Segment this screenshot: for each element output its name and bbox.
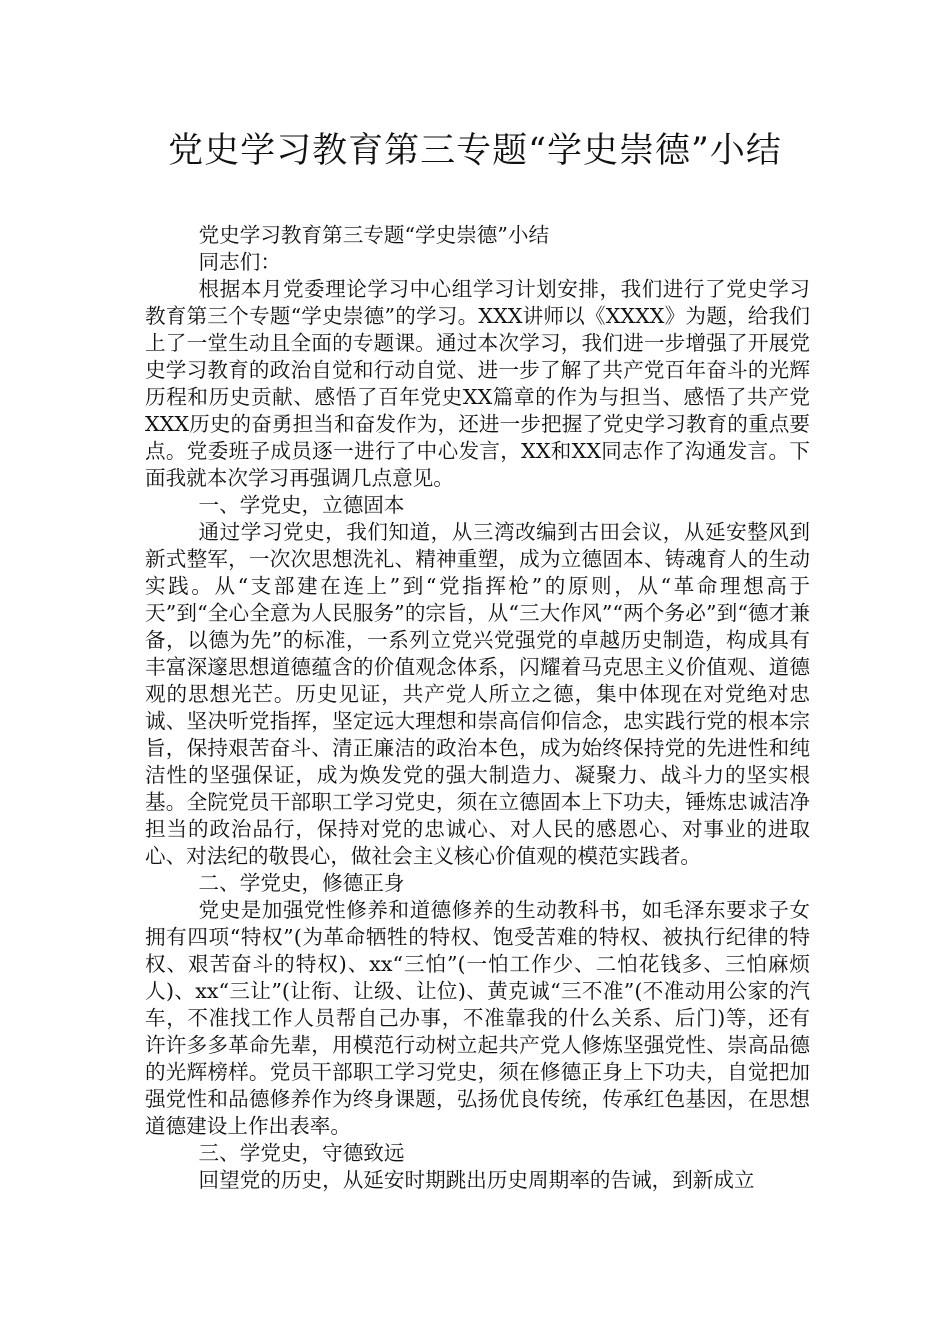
document-body — [145, 222, 810, 1194]
intro-paragraph: 根据本月党委理论学习中心组学习计划安排，我们进行了党史学习教育第三个专题“学史崇德”的学习。XXX讲师以《XXXX》为题，给我们上了一堂生动且全面的专题课。通过本次学习，我们进一步增强了开展党史学习教育的政治自觉和行动自觉、进一步了解了共产党百年奋斗的光辉历程和历史贡献、感悟了百年党史XX篇章的作为与担当、感悟了共产党XXX历史的奋勇担当和奋发作为，还进一步把握了党史学习教育的重点要点。党委班子成员逐一进行了中心发言，XX和XX同志作了沟通发言。下面我就本次学习再强调几点意见。 — [145, 277, 810, 490]
section-heading-2: 二、学党史，修德正身 — [198, 871, 405, 895]
section-heading-3: 三、学党史，守德致远 — [198, 1141, 405, 1165]
salutation: 同志们： — [198, 250, 281, 274]
section-paragraph-3: 回望党的历史，从延安时期跳出历史周期率的告诫，到新成立 — [198, 1168, 755, 1192]
section-paragraph-1: 通过学习党史，我们知道，从三湾改编到古田会议，从延安整风到新式整军，一次次思想洗礼、精神重塑，成为立德固本、铸魂育人的生动实践。从“支部建在连上”到“党指挥枪”的原则，从“革命理想高于天”到“全心全意为人民服务”的宗旨，从“三大作风”“两个务必”到“德才兼备，以德为先”的标准，一系列立党兴党强党的卓越历史制造，构成具有丰富深邃思想道德蕴含的价值观念体系，闪耀着马克思主义价值观、道德观的思想光芒。历史见证，共产党人所立之德，集中体现在对党绝对忠诚、坚决听党指挥，坚定远大理想和崇高信仰信念，忠实践行党的根本宗旨，保持艰苦奋斗、清正廉洁的政治本色，成为始终保持党的先进性和纯洁性的坚强保证，成为焕发党的强大制造力、凝聚力、战斗力的坚实根基。全院党员干部职工学习党史，须在立德固本上下功夫，锤炼忠诚洁净担当的政治品行，保持对党的忠诚心、对人民的感恩心、对事业的进取心、对法纪的敬畏心，做社会主义核心价值观的模范实践者。 — [145, 520, 810, 868]
body-heading-line: 党史学习教育第三专题“学史崇德”小结 — [198, 223, 550, 247]
section-paragraph-2: 党史是加强党性修养和道德修养的生动教科书，如毛泽东要求子女拥有四项“特权”(为革命牺牲的特权、饱受苦难的特权、被执行纪律的特权、艰苦奋斗的特权)、xx“三怕”(一怕工作少、二怕花钱多、三怕麻烦人)、xx“三让”(让衔、让级、让位)、黄克诚“三不准”(不准动用公家的汽车，不准找工作人员帮自己办事，不准靠我的什么关系、后门)等，还有许许多多革命先辈，用模范行动树立起共产党人修炼坚强党性、崇高品德的光辉榜样。党员干部职工学习党史，须在修德正身上下功夫，自觉把加强党性和品德修养作为终身课题，弘扬优良传统，传承红色基因，在思想道德建设上作出表率。 — [145, 898, 810, 1138]
document-title: 党史学习教育第三专题“学史崇德”小结 — [168, 131, 782, 171]
section-heading-1: 一、学党史，立德固本 — [198, 493, 405, 517]
